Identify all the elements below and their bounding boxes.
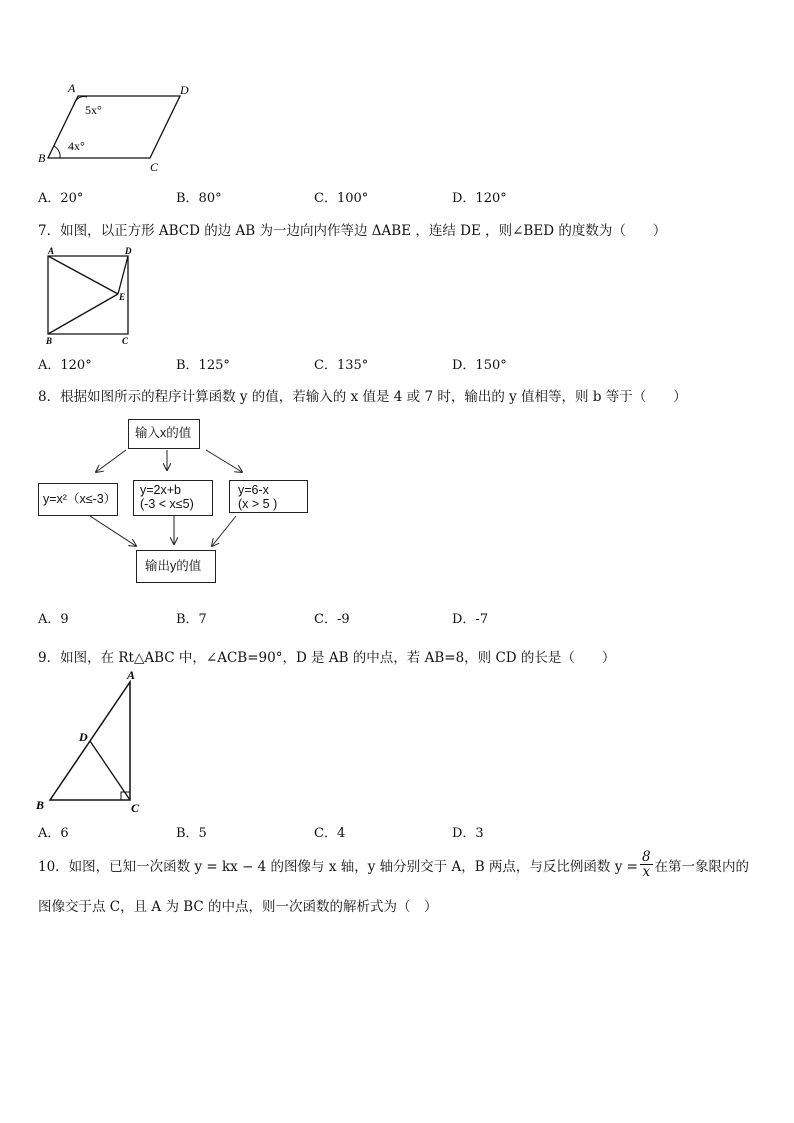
q6-option-b: B．80° — [176, 191, 222, 206]
q7-option-a: A．120° — [38, 358, 92, 373]
square-figure — [36, 244, 136, 348]
label-a: A — [68, 81, 76, 95]
arrow-from-box1 — [90, 516, 136, 546]
segment-ae — [48, 256, 118, 294]
label-a: A — [48, 246, 55, 256]
flow-output-box — [136, 550, 216, 583]
flow-box1-text: y=x²（x≤-3） — [43, 492, 117, 506]
q8-option-c: C．-9 — [314, 612, 350, 627]
q9-option-c: C．4 — [314, 826, 346, 841]
label-e: E — [119, 292, 126, 302]
q6-option-a: A．20° — [38, 191, 84, 206]
flow-input-box — [128, 419, 200, 449]
arrow-to-box3 — [206, 450, 242, 472]
q7-option-d: D．150° — [452, 358, 507, 373]
flow-box3 — [229, 480, 308, 513]
label-d: D — [180, 83, 189, 97]
q10-line1-start: 10．如图，已知一次函数 y = kx − 4 的图像与 x 轴，y 轴分别交于 A，B 两点，与反比例函数 y = — [38, 858, 638, 875]
segment-de — [118, 256, 128, 294]
label-c: C — [122, 336, 129, 346]
flow-box3-line2: (x > 5 ) — [238, 497, 278, 511]
q10-line2: 图像交于点 C，且 A 为 BC 的中点，则一次函数的解析式为（ ） — [38, 899, 438, 915]
q10-line1 — [38, 850, 749, 879]
segment-be — [48, 294, 118, 334]
angle-a-label: 5x° — [85, 103, 102, 117]
label-a: A — [127, 668, 136, 682]
flow-input-text: 输入x的值 — [135, 426, 192, 440]
q7-option-c: C．135° — [314, 358, 369, 373]
arrow-to-box1 — [96, 450, 126, 472]
label-b: B — [46, 336, 53, 346]
angle-b-label: 4x° — [68, 139, 85, 153]
flow-box2-line1: y=2x+b — [140, 483, 182, 497]
q7-text: 7．如图，以正方形 ABCD 的边 AB 为一边向内作等边 ΔABE ，连结 DE ，则∠BED 的度数为（ ） — [38, 223, 667, 239]
inverse-function-fraction — [640, 850, 653, 879]
flow-box2-line2: (-3 < x≤5) — [140, 497, 194, 511]
flow-box3-line1: y=6-x — [238, 483, 269, 497]
q8-option-d: D．-7 — [452, 612, 489, 627]
parallelogram-figure — [30, 78, 200, 178]
label-c: C — [150, 160, 159, 174]
fraction-numerator: 8 — [641, 849, 651, 865]
flow-box2 — [133, 480, 213, 516]
label-d: D — [79, 730, 88, 744]
q8-option-b: B．7 — [176, 612, 207, 627]
label-b: B — [36, 798, 45, 812]
fraction-denominator: x — [642, 864, 651, 880]
q9-option-b: B．5 — [176, 826, 207, 841]
q6-option-d: D．120° — [452, 191, 507, 206]
label-c: C — [131, 801, 140, 815]
q9-option-d: D．3 — [452, 826, 484, 841]
q7-option-b: B．125° — [176, 358, 230, 373]
label-d: D — [125, 246, 132, 256]
arrow-from-box3 — [212, 516, 236, 546]
label-b: B — [38, 151, 46, 165]
q8-text: 8．根据如图所示的程序计算函数 y 的值，若输入的 x 值是 4 或 7 时，输出的 y 值相等，则 b 等于（ ） — [38, 389, 687, 405]
q9-text: 9．如图，在 Rt△ABC 中，∠ACB=90°，D 是 AB 的中点，若 AB=8，则 CD 的长是（ ） — [38, 650, 616, 666]
q8-option-a: A．9 — [38, 612, 69, 627]
right-triangle-figure — [30, 668, 160, 818]
flow-box1 — [38, 483, 118, 516]
segment-cd — [90, 741, 130, 800]
angle-b-arc — [54, 146, 60, 158]
flow-output-text: 输出y的值 — [145, 559, 202, 573]
q10-line1-end: 在第一象限内的 — [654, 858, 750, 875]
q6-option-c: C．100° — [314, 191, 369, 206]
q9-option-a: A．6 — [38, 826, 69, 841]
